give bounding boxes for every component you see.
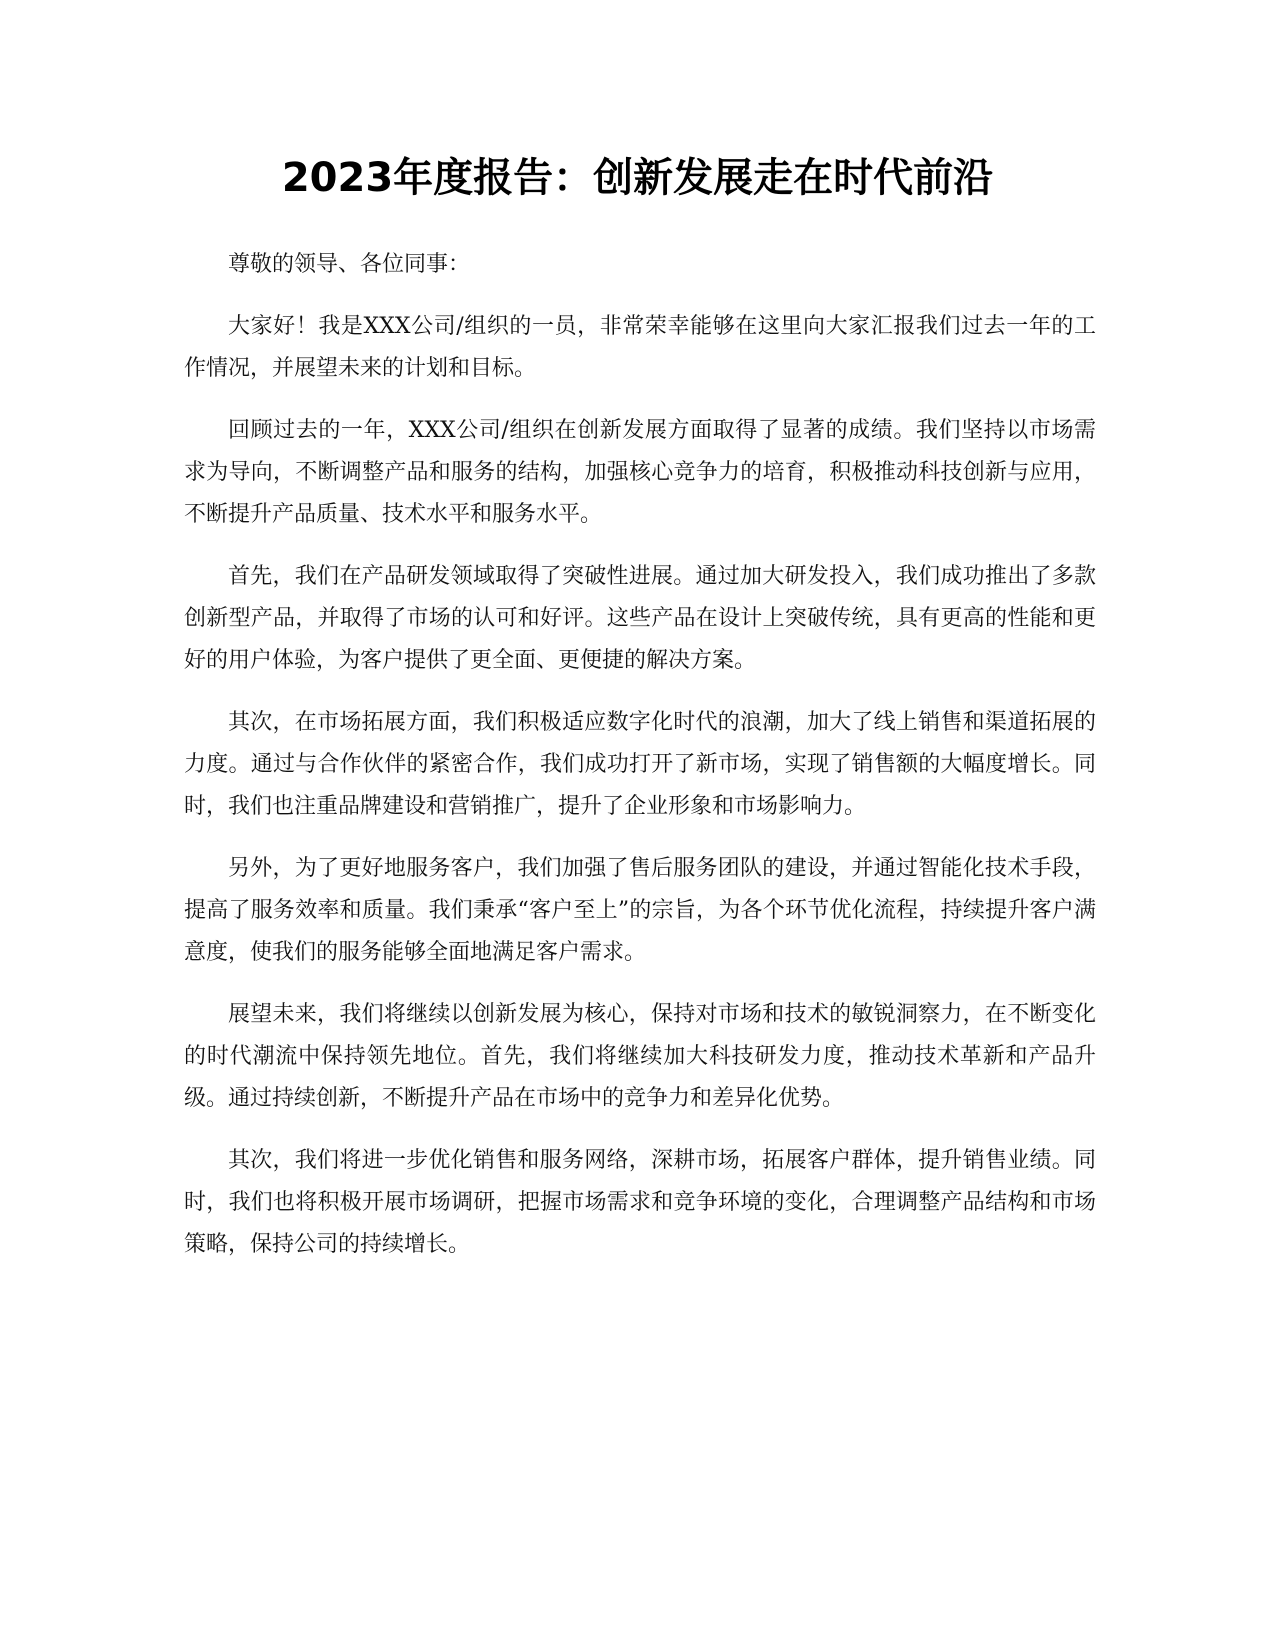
paragraph-customer-service: 另外，为了更好地服务客户，我们加强了售后服务团队的建设，并通过智能化技术手段，提高了服务效率和质量。我们秉承“客户至上”的宗旨，为各个环节优化流程，持续提升客户满意度，使我们的服务能够全面地满足客户需求。 <box>184 856 1096 965</box>
salutation: 尊敬的领导、各位同事： <box>228 252 471 277</box>
document-body <box>184 244 1096 1286</box>
paragraph-review: 回顾过去的一年，XXX公司/组织在创新发展方面取得了显著的成绩。我们坚持以市场需求为导向，不断调整产品和服务的结构，加强核心竞争力的培育，积极推动科技创新与应用，不断提升产品质量、技术水平和服务水平。 <box>184 418 1096 527</box>
paragraph-sales-network: 其次，我们将进一步优化销售和服务网络，深耕市场，拓展客户群体，提升销售业绩。同时，我们也将积极开展市场调研，把握市场需求和竞争环境的变化，合理调整产品结构和市场策略，保持公司的持续增长。 <box>184 1148 1096 1257</box>
document-title: 2023年度报告：创新发展走在时代前沿 <box>281 155 994 201</box>
paragraph-greeting: 大家好！我是XXX公司/组织的一员，非常荣幸能够在这里向大家汇报我们过去一年的工作情况，并展望未来的计划和目标。 <box>184 314 1096 381</box>
paragraph-market-expansion: 其次，在市场拓展方面，我们积极适应数字化时代的浪潮，加大了线上销售和渠道拓展的力度。通过与合作伙伴的紧密合作，我们成功打开了新市场，实现了销售额的大幅度增长。同时，我们也注重品牌建设和营销推广，提升了企业形象和市场影响力。 <box>184 710 1096 819</box>
paragraph-outlook: 展望未来，我们将继续以创新发展为核心，保持对市场和技术的敏锐洞察力，在不断变化的时代潮流中保持领先地位。首先，我们将继续加大科技研发力度，推动技术革新和产品升级。通过持续创新，不断提升产品在市场中的竞争力和差异化优势。 <box>184 1002 1096 1111</box>
paragraph-product-rd: 首先，我们在产品研发领域取得了突破性进展。通过加大研发投入，我们成功推出了多款创新型产品，并取得了市场的认可和好评。这些产品在设计上突破传统，具有更高的性能和更好的用户体验，为客户提供了更全面、更便捷的解决方案。 <box>184 564 1096 673</box>
